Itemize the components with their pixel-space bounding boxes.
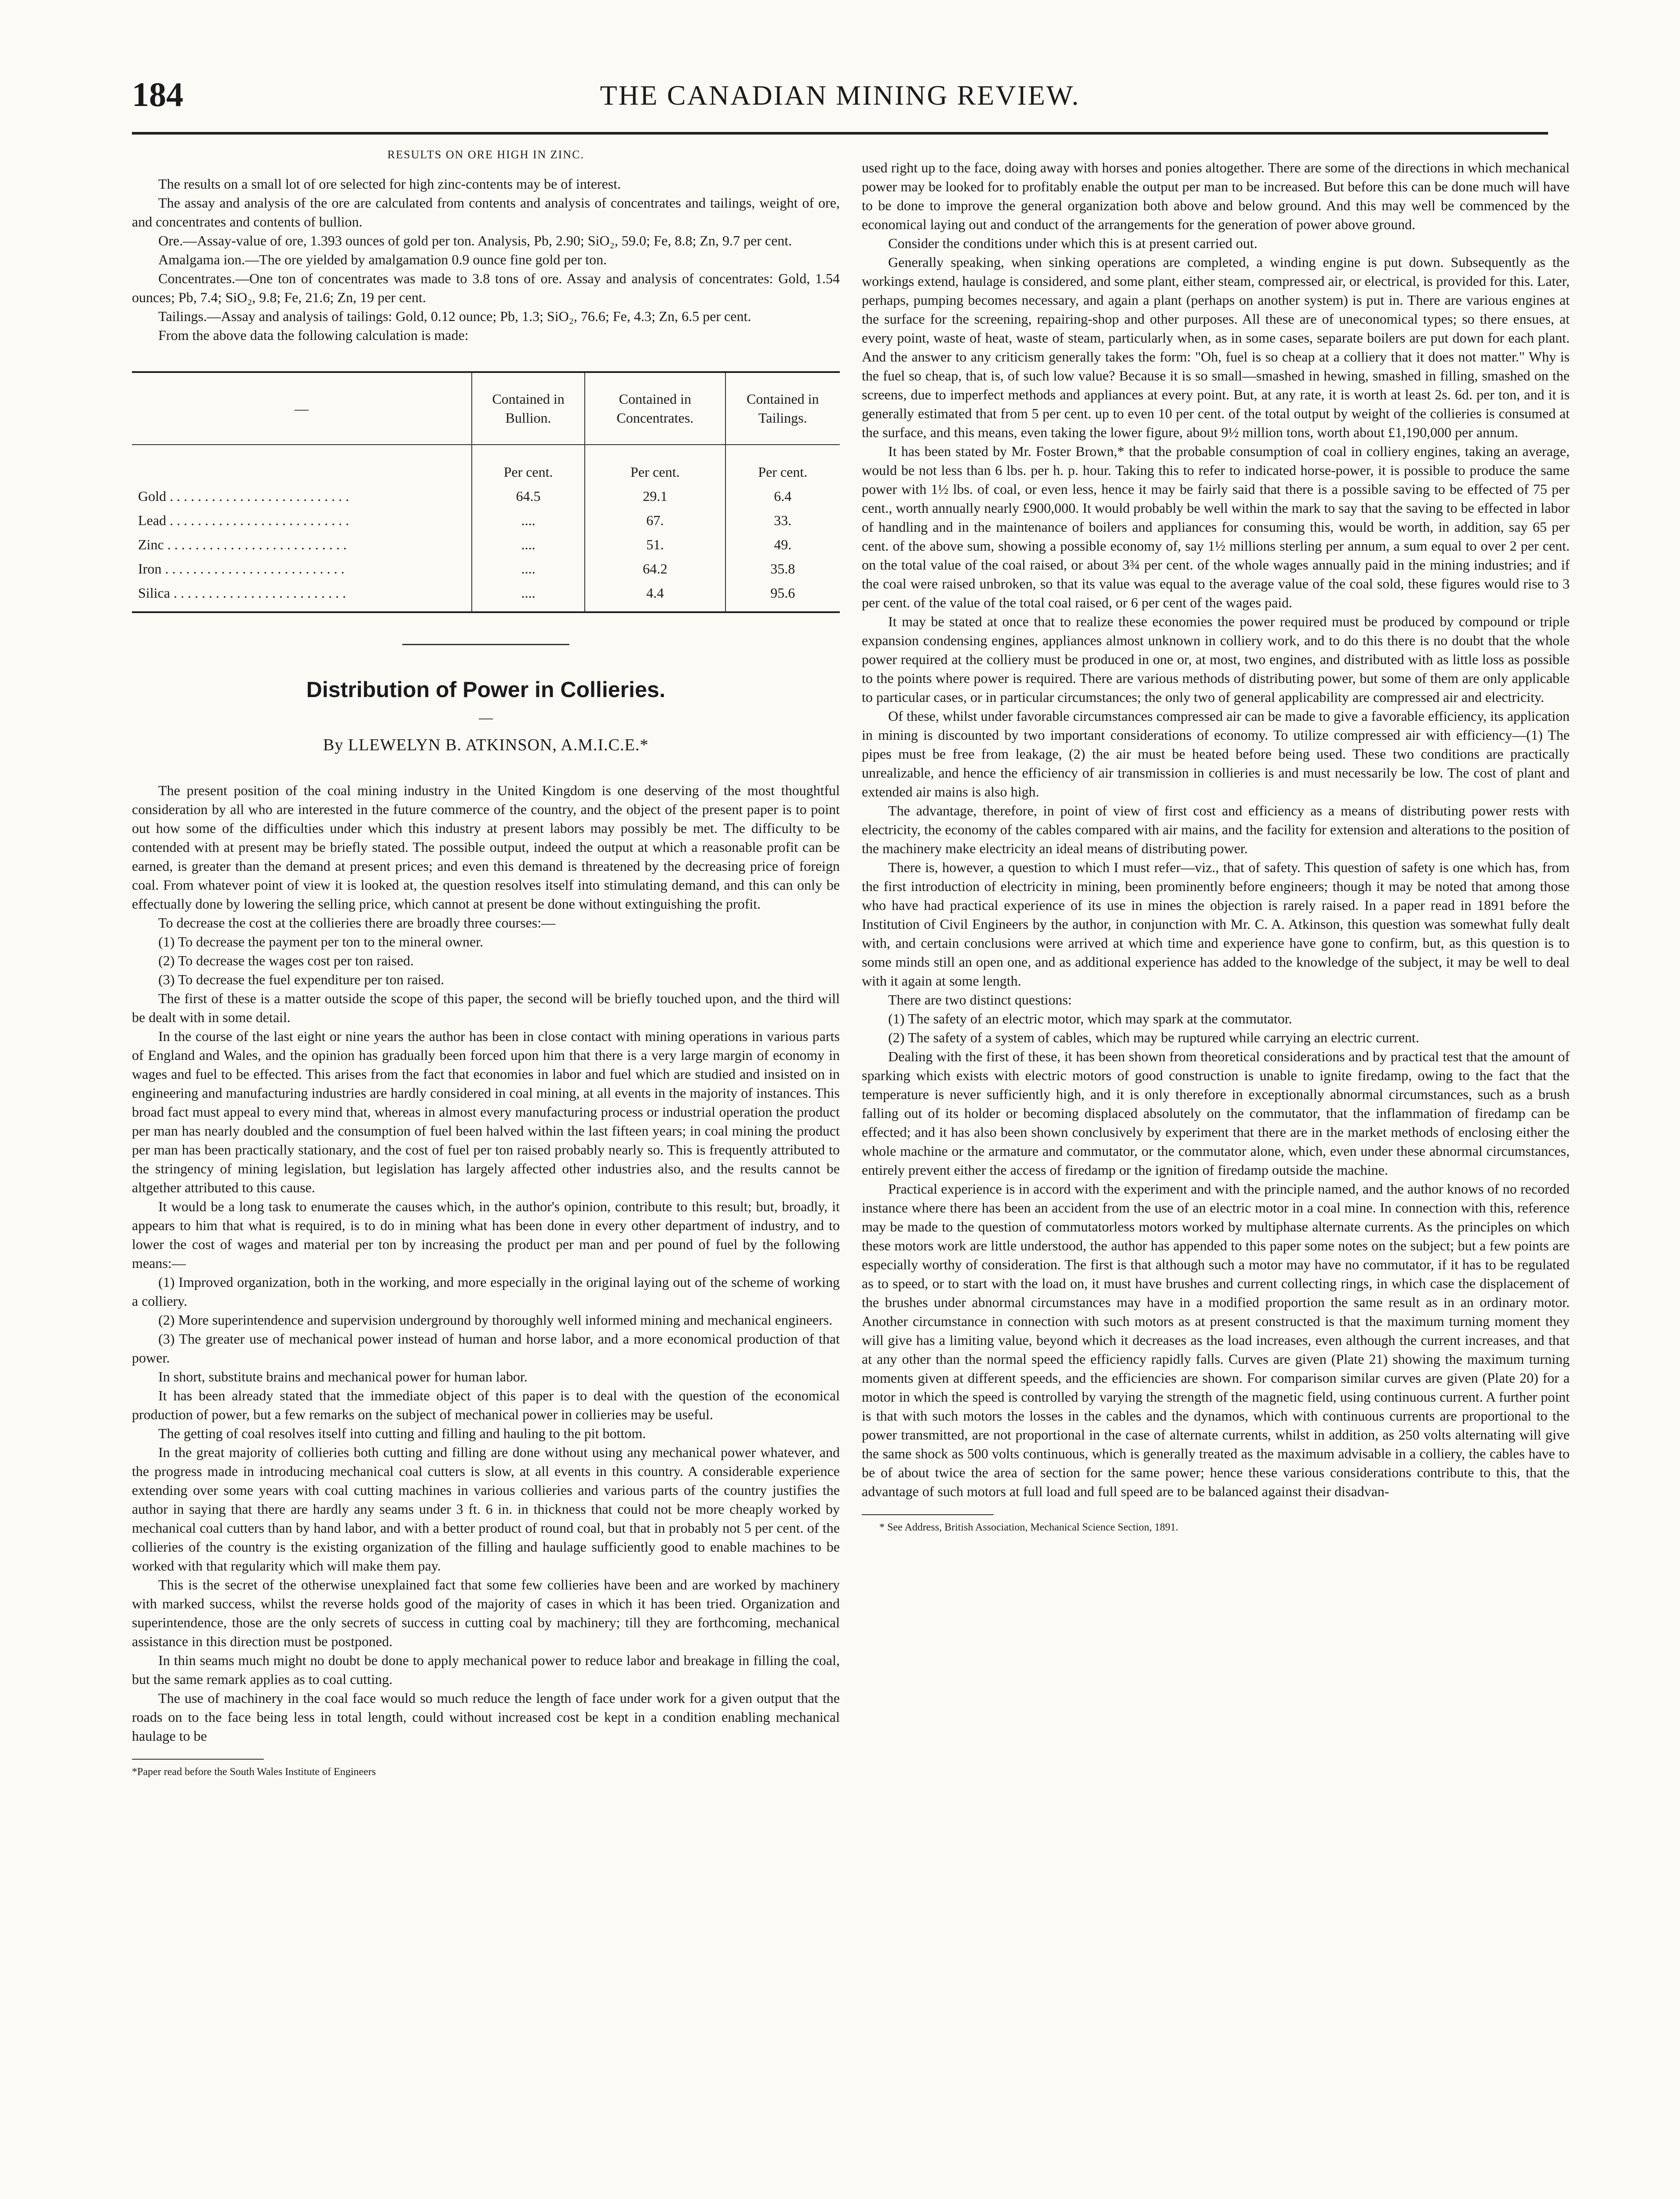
table-cell: .... <box>472 508 585 533</box>
journal-title: THE CANADIAN MINING REVIEW. <box>600 80 1080 111</box>
table-unit-row <box>132 445 840 484</box>
zinc-section-heading: RESULTS ON ORE HIGH IN ZINC. <box>387 148 584 161</box>
article-paragraph: In the great majority of collieries both cutting and filling are done without using any mechanical power whatever, and the progress made in introducing mechanical coal cutters is slow, at all events in this country. A considerable experience extending over some years with coal cutting machines in various collieries and various parts of the country justifies the author in saying that there are hardly any seams under 3 ft. 6 in. in thickness that could not be more cheaply worked by mechanical coal cutters than by hand labor, and with a better product of round coal, but that in probably not 5 per cent. of the collieries of the country is the existing organization of the filling and haulage sufficiently good to enable machines to be worked with that regularity which will make them pay. <box>132 1444 840 1574</box>
article-byline: By LLEWELYN B. ATKINSON, A.M.I.C.E.* <box>323 736 649 754</box>
article-paragraph: In short, substitute brains and mechanical power for human labor. <box>158 1369 528 1384</box>
article-paragraph: In thin seams much might no doubt be done to apply mechanical power to reduce labor and breakage in filling the coal, but the same remark applies as to coal cutting. <box>132 1652 840 1687</box>
table-cell: 49. <box>725 533 840 557</box>
zinc-paragraph: Ore.—Assay-value of ore, 1.393 ounces of gold per ton. Analysis, Pb, 2.90; SiO₂, 59.0; Fe, 8.8; Zn, 9.7 per cent. <box>158 233 792 248</box>
table-cell: 6.4 <box>725 484 840 508</box>
article-paragraph: The advantage, therefore, in point of view of first cost and efficiency as a means of distributing power rests with electricity, the economy of the cables compared with air mains, and the facility for extension and alterations to the position of the machinery make electricity an ideal means of distributing power. <box>862 803 1570 856</box>
article-paragraph: The first of these is a matter outside the scope of this paper, the second will be briefly touched upon, and the third will be dealt with in some detail. <box>132 990 840 1025</box>
table-cell: .... <box>472 557 585 581</box>
table-header-cell: Contained in Tailings. <box>725 372 840 445</box>
zinc-paragraph: Concentrates.—One ton of concentrates was made to 3.8 tons of ore. Assay and analysis of concentrates: Gold, 1.54 ounces; Pb, 7.4; SiO₂, 9.8; Fe, 21.6; Zn, 19 per cent. <box>132 270 840 305</box>
page-number: 184 <box>132 75 183 113</box>
table-cell: 64.5 <box>472 484 585 508</box>
table-cell: Per cent. <box>472 445 585 484</box>
table-cell: Zinc . . . . . . . . . . . . . . . . . . . . . . . . . . <box>138 537 347 552</box>
article-paragraph: There is, however, a question to which I must refer—viz., that of safety. This question of safety is one which has, from the first introduction of electricity in mining, been prominently before engineers; though it may be noted that among those who have had practical experience of its use in mines the objection is rarely raised. In a paper read in 1891 before the Institution of Civil Engineers by the author, in conjunction with Mr. C. A. Atkinson, this question was somewhat fully dealt with, and certain conclusions were arrived at which time and experience have gone to confirm, but, as this question is to some minds still an open one, and as additional experience has added to the knowledge of the subject, it may be well to deal with it again at some length. <box>862 859 1570 989</box>
page-header <box>132 70 1548 128</box>
article-paragraph: The getting of coal resolves itself into cutting and filling and hauling to the pit bottom. <box>158 1425 646 1441</box>
table-cell: Gold . . . . . . . . . . . . . . . . . . . . . . . . . . <box>138 488 349 504</box>
article-paragraph: Generally speaking, when sinking operations are completed, a winding engine is put down. Subsequently as the workings extend, haulage is considered, and some plant, either steam, compressed air, or electrical, is provided for this. Later, perhaps, pumping becomes necessary, and again a plant (perhaps on another system) is put in. There are various engines at the surface for the screening, repairing-shop and other purposes. All these are of uneconomical types; so there ensues, at every point, waste of heat, waste of steam, particularly when, as in some cases, separate boilers are put down for each plant. And the answer to any criticism generally takes the form: "Oh, fuel is so cheap at a colliery that it does not matter." Why is the fuel so cheap, that is, of such low value? Because it is so small—smashed in hewing, smashed in filling, smashed on the screens, due to imperfect methods and appliances at every point. But, at any rate, it is worth at least 2s. 6d. per ton, and it is generally estimated that from 5 per cent. up to even 10 per cent. of the total output by weight of the collieries is consumed at the surface, and this means, even taking the lower figure, about 9½ million tons, worth about £1,190,000 per annum. <box>862 254 1570 440</box>
list-item: (3) To decrease the fuel expenditure per ton raised. <box>158 972 445 987</box>
table-cell: 29.1 <box>585 484 725 508</box>
left-column <box>132 145 840 1779</box>
zinc-paragraph: Amalgama ion.—The ore yielded by amalgamation 0.9 ounce fine gold per ton. <box>158 252 607 267</box>
table-row <box>132 581 840 612</box>
section-divider <box>402 644 569 645</box>
footnote-rule <box>132 1759 264 1760</box>
zinc-paragraph: The results on a small lot of ore selected for high zinc-contents may be of interest. <box>158 176 621 192</box>
article-paragraph: It has been stated by Mr. Foster Brown,* that the probable consumption of coal in colliery engines, taking an average, would be not less than 6 lbs. per h. p. hour. Taking this to refer to indicated horse-power, it is possible to produce the same power with 1½ lbs. of coal, or even less, hence it may be fairly said that there is a possible saving to be effected of 75 per cent., worth annually nearly £900,000. It would probably be well within the mark to say that the saving to be effected in labor of handling and in the maintenance of boilers and appliances for consuming this, would be worth, in addition, say 65 per cent. of the above sum, showing a possible economy of, say 1½ millions sterling per annum, a sum equal to over 2 per cent. on the total value of the coal raised, or about 3¾ per cent. of the whole wages annually paid in the mining industries; and if the coal were raised unbroken, so that its value was equal to the average value of the coal sold, these figures would rise to 3 per cent. of the value of the total coal raised, or 6 per cent of the wages paid. <box>862 443 1570 610</box>
ore-results-table <box>132 371 840 613</box>
table-header-row <box>132 372 840 445</box>
table-row <box>132 533 840 557</box>
table-cell: 95.6 <box>725 581 840 612</box>
footnote: * See Address, British Association, Mechanical Science Section, 1891. <box>879 1522 1178 1533</box>
article-paragraph: Consider the conditions under which this is at present carried out. <box>888 235 1257 251</box>
article-paragraph: It has been already stated that the immediate object of this paper is to deal with the question of the economical production of power, but a few remarks on the subject of mechanical power in collieries may be useful. <box>132 1388 840 1422</box>
article-title: Distribution of Power in Collieries. <box>306 677 666 702</box>
article-paragraph: The use of machinery in the coal face would so much reduce the length of face under work for a given output that the roads on to the face being less in total length, could without increased cost be kept in a condition enabling mechanical haulage to be <box>132 1690 840 1744</box>
table-cell: 51. <box>585 533 725 557</box>
footnote: *Paper read before the South Wales Institute of Engineers <box>132 1766 376 1778</box>
list-item: (2) The safety of a system of cables, which may be ruptured while carrying an electric current. <box>888 1030 1419 1045</box>
table-cell: .... <box>472 581 585 612</box>
list-item: (1) Improved organization, both in the working, and more especially in the original laying out of the scheme of working a colliery. <box>132 1274 840 1309</box>
article-paragraph: In the course of the last eight or nine years the author has been in close contact with mining operations in various parts of England and Wales, and the opinion has gradually been forced upon him that there is a very large margin of economy in wages and fuel to be effected. This arises from the fact that economies in labor and fuel which are studied and insisted on in engineering and manufacturing industries are hardly considered in coal mining, at all events in the majority of instances. This broad fact must appeal to every mind that, whereas in almost every manufacturing process or industrial operation the product per man has nearly doubled and the consumption of fuel been halved within the last fifteen years; in coal mining the product per man has been practically stationary, and the cost of fuel per ton raised probably nearly so. This is frequently attributed to the stringency of mining legislation, but legislation has largely affected other industries also, and the results cannot be altgether attributed to this cause. <box>132 1028 840 1195</box>
table-row <box>132 557 840 581</box>
table-cell: Per cent. <box>585 445 725 484</box>
table-cell <box>132 445 472 484</box>
zinc-paragraph: The assay and analysis of the ore are calculated from contents and analysis of concentrates and tailings, weight of ore, and concentrates and contents of bullion. <box>132 195 840 230</box>
list-item: (2) More superintendence and supervision underground by thoroughly well informed mining and mechanical engineers. <box>158 1312 833 1328</box>
table-cell: Lead . . . . . . . . . . . . . . . . . . . . . . . . . . <box>138 512 349 528</box>
table-cell: 64.2 <box>585 557 725 581</box>
table-cell: 35.8 <box>725 557 840 581</box>
table-cell: 4.4 <box>585 581 725 612</box>
list-item: (1) To decrease the payment per ton to the mineral owner. <box>158 934 484 950</box>
article-paragraph: There are two distinct questions: <box>888 992 1072 1008</box>
article-paragraph: Of these, whilst under favorable circumstances compressed air can be made to give a favorable efficiency, its application in mining is discounted by two important considerations of economy. To utilize compressed air with efficiency—(1) The pipes must be free from leakage, (2) the air must be heated before being used. These two conditions are practically unrealizable, and hence the efficiency of air transmission in collieries is and must necessarily be low. The cost of plant and extended air mains is also high. <box>862 708 1570 800</box>
list-item: (1) The safety of an electric motor, which may spark at the commutator. <box>888 1011 1292 1026</box>
article-paragraph: To decrease the cost at the collieries there are broadly three courses:— <box>158 915 556 931</box>
article-paragraph: Dealing with the first of these, it has been shown from theoretical considerations and by practical test that the amount of sparking which exists with electric motors of good construction is unable to ignite firedamp, owing to the fact that the temperature is never sufficiently high, and it is only therefore in exceptionally abnormal circumstances, such as a brush falling out of its holder or becoming displaced absolutely on the commutator, that the inflammation of firedamp can be effected; and it has also been shown conclusively by experiment that there are in the market methods of enclosing either the whole machine or the armature and commutator, or the commutator alone, which, even under these abnormal circumstances, entirely prevent either the access of firedamp or the ignition of firedamp outside the machine. <box>862 1048 1570 1178</box>
article-paragraph: The present position of the coal mining industry in the United Kingdom is one deserving of the most thoughtful consideration by all who are interested in the future commerce of the country, and the object of the present paper is to point out how some of the difficulties under which this industry at present labors may possibly be met. The difficulty to be contended with at present may be briefly stated. The possible output, indeed the output at which a reasonable profit can be earned, is greater than the demand at present prices; and even this demand is threatened by the decreasing price of foreign coal. From whatever point of view it is looked at, the question resolves itself into stimulating demand, and this can only be effectually done by lowering the selling price, which cannot at present be done without extinguishing the profit. <box>132 782 840 912</box>
article-paragraph: Practical experience is in accord with the experiment and with the principle named, and the author knows of no recorded instance where there has been an accident from the use of an electric motor in a coal mine. In connection with this, reference may be made to the question of commutatorless motors worked by multiphase alternate currents. As the principles on which these motors work are little understood, the author has appended to this paper some notes on the subject; but a few points are especially worthy of consideration. The first is that although such a motor may have no commutator, if it has to be regulated as to speed, or to start with the load on, it must have brushes and current collecting rings, in which case the displacement of the brushes under abnormal circumstances may have in a modified proportion the same result as in an ordinary motor. Another circumstance in connection with such motors as at present constructed is that the maximum turning moment they will give has a limiting value, beyond which it decreases as the load increases, even although the current increases, and that at any other than the normal speed the efficiency rapidly falls. Curves are given (Plate 21) showing the maximum turning moments given at different speeds, and the efficiencies are shown. For comparison similar curves are given (Plate 20) for a motor in which the speed is controlled by varying the strength of the magnetic field, using continuous current. A further point is that with such motors the losses in the cables and the dynamos, which with continuous currents are proportional to the power transmitted, are not proportional in the case of alternate currents, whilst in addition, as 250 volts alternating will give the same shock as 500 volts continuous, which is generally treated as the maximum advisable in a colliery, the cables have to be of about twice the area of section for the same power; hence these various considerations contribute to this, that the advantage of such motors at full load and full speed are to be balanced against their disadvan- <box>862 1181 1570 1499</box>
list-item: (3) The greater use of mechanical power instead of human and horse labor, and a more economical production of that power. <box>132 1331 840 1366</box>
title-dash: — <box>479 709 493 725</box>
zinc-paragraph: From the above data the following calculation is made: <box>158 327 469 343</box>
right-column <box>862 158 1570 1534</box>
table-cell: Silica . . . . . . . . . . . . . . . . . . . . . . . . . <box>132 581 472 612</box>
table-row <box>132 508 840 533</box>
article-paragraph: It would be a long task to enumerate the causes which, in the author's opinion, contribute to this result; but, broadly, it appears to him that what is required, is to do in mining what has been done in every other department of industry, and to lower the cost of wages and material per ton by increasing the product per man and per pound of fuel by the following means:— <box>132 1198 840 1271</box>
table-header-cell: Contained in Bullion. <box>472 372 585 445</box>
table-header-cell: Contained in Concentrates. <box>585 372 725 445</box>
table-cell: Iron . . . . . . . . . . . . . . . . . . . . . . . . . . <box>138 561 345 577</box>
list-item: (2) To decrease the wages cost per ton raised. <box>158 953 414 968</box>
table-cell: 67. <box>585 508 725 533</box>
article-paragraph: It may be stated at once that to realize these economies the power required must be produced by compound or triple expansion condensing engines, appliances almost unknown in colliery work, and to do this there is no doubt that the whole power required at the colliery must be produced in one or, at most, two engines, and distributed with as little loss as possible to the points where power is required. There are various methods of distributing power, but some of them are only applicable to particular cases, or in particular circumstances; the only two of general applicability are compressed air and electricity. <box>862 614 1570 705</box>
table-row <box>132 484 840 508</box>
footnote-rule <box>862 1514 994 1515</box>
table-cell: 33. <box>725 508 840 533</box>
article-paragraph: This is the secret of the otherwise unexplained fact that some few collieries have been and are worked by machinery with marked success, whilst the reverse holds good of the majority of cases in which it has been tried. Organization and superintendence, those are the only secrets of success in cutting coal by machinery; till they are forthcoming, mechanical assistance in this direction must be postponed. <box>132 1577 840 1649</box>
table-header-cell: — <box>132 372 472 445</box>
table-cell: .... <box>472 533 585 557</box>
header-rule <box>132 132 1548 135</box>
zinc-paragraph: Tailings.—Assay and analysis of tailings: Gold, 0.12 ounce; Pb, 1.3; SiO₂, 76.6; Fe, 4.3; Zn, 6.5 per cent. <box>158 308 751 324</box>
table-cell: Per cent. <box>725 445 840 484</box>
article-paragraph: used right up to the face, doing away with horses and ponies altogether. There are some of the directions in which mechanical power may be looked for to profitably enable the output per man to be increased. But before this can be done much will have to be done to improve the general organization both above and below ground. And this may well be commenced by the economical laying out and conduct of the arrangements for the generation of power above ground. <box>862 160 1570 232</box>
